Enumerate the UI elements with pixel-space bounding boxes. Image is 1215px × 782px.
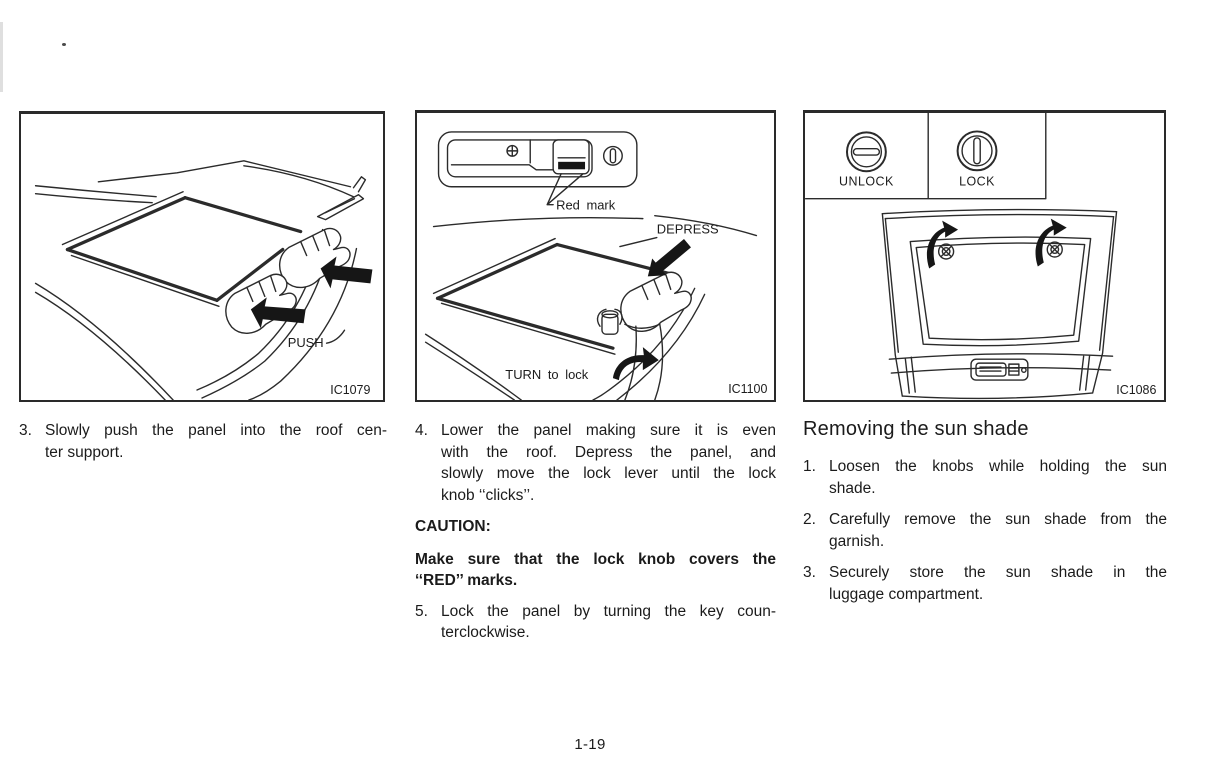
- step-text-line: knob ‘‘clicks’’.: [441, 486, 535, 504]
- latch-handle: [971, 359, 1028, 380]
- scan-edge-artifact: [0, 22, 3, 92]
- step-text-line: luggage compartment.: [829, 585, 984, 603]
- figure-code: IC1079: [330, 383, 371, 398]
- step-text-line: shade.: [829, 479, 876, 497]
- step-number: 5.: [415, 602, 428, 620]
- step-text-line: Securely store the sun shade in the: [829, 564, 1167, 581]
- step-text-line: Lock the panel by turning the key coun-: [441, 602, 776, 620]
- step-text-line: Slowly push the panel into the roof cen-: [45, 422, 387, 439]
- list-item-step2: [803, 509, 1167, 552]
- list-item-step3: [803, 562, 1167, 605]
- red-mark-bar: [558, 162, 585, 169]
- lock-panel-illustration: [417, 113, 774, 400]
- column-3: [803, 417, 1167, 615]
- figure-sun-shade: [803, 110, 1166, 402]
- column-1: [19, 420, 387, 472]
- list-item-step4: [415, 420, 776, 506]
- shade-knob-left: [939, 244, 954, 259]
- push-panel-illustration: [21, 114, 383, 400]
- step-text-line: ter support.: [45, 443, 124, 461]
- list-item-step5: [415, 601, 776, 644]
- column-2: [415, 420, 776, 653]
- figure-lock-panel: [415, 110, 776, 402]
- unlock-keyhole-icon: [847, 132, 886, 171]
- figure-push-panel: [19, 111, 385, 402]
- depress-label: DEPRESS: [656, 221, 719, 237]
- step-text: [829, 456, 1167, 499]
- turn-to-lock-label: TURN to lock: [505, 367, 589, 383]
- caution-text-line: Make sure that the lock knob covers the: [415, 550, 776, 568]
- step-text: [441, 420, 776, 506]
- figure-code: IC1100: [728, 382, 768, 397]
- push-label: PUSH: [287, 335, 324, 351]
- step-number: 3.: [803, 564, 816, 581]
- caution-text-line: ‘‘RED’’ marks.: [415, 572, 518, 589]
- hand-illustration: [621, 272, 691, 331]
- step-text: [829, 562, 1167, 605]
- list-item-step1: [803, 456, 1167, 499]
- depress-arrow-icon: [648, 239, 691, 276]
- step-text-line: Lower the panel making sure it is even: [441, 422, 776, 439]
- lock-label: LOCK: [959, 174, 995, 189]
- step-text-line: slowly move the lock lever until the lock: [441, 465, 776, 482]
- step-text-line: terclockwise.: [441, 624, 530, 641]
- page-number: 1-19: [574, 736, 606, 753]
- step-text: [45, 420, 387, 463]
- step-text: [441, 601, 776, 644]
- step-number: 1.: [803, 458, 816, 475]
- unlock-label: UNLOCK: [838, 174, 894, 189]
- list-item-step3: [19, 420, 387, 463]
- figure-code: IC1086: [1116, 383, 1157, 398]
- step-text-line: garnish.: [829, 532, 885, 550]
- step-number: 4.: [415, 422, 428, 439]
- sun-shade-illustration: [805, 113, 1164, 400]
- caution-heading: CAUTION:: [415, 518, 491, 535]
- sun-shade-panel: [882, 210, 1116, 399]
- caution-text: [415, 549, 776, 592]
- section-heading: Removing the sun shade: [803, 418, 1029, 440]
- step-number: 2.: [803, 511, 816, 528]
- lock-lever-inset: [439, 132, 637, 187]
- step-number: 3.: [19, 422, 32, 439]
- red-mark-label: Red mark: [556, 197, 616, 213]
- step-text-line: Carefully remove the sun shade from the: [829, 511, 1167, 528]
- depress-label-pointer: [620, 238, 657, 247]
- step-text: [829, 509, 1167, 552]
- step-text-line: Loosen the knobs while holding the sun: [829, 458, 1167, 475]
- lock-keyhole-icon: [958, 131, 997, 170]
- scan-artifact-dot: [62, 43, 66, 46]
- step-text-line: with the roof. Depress the panel, and: [441, 443, 776, 461]
- shade-knob-right: [1047, 242, 1062, 257]
- push-label-pointer: [327, 330, 345, 343]
